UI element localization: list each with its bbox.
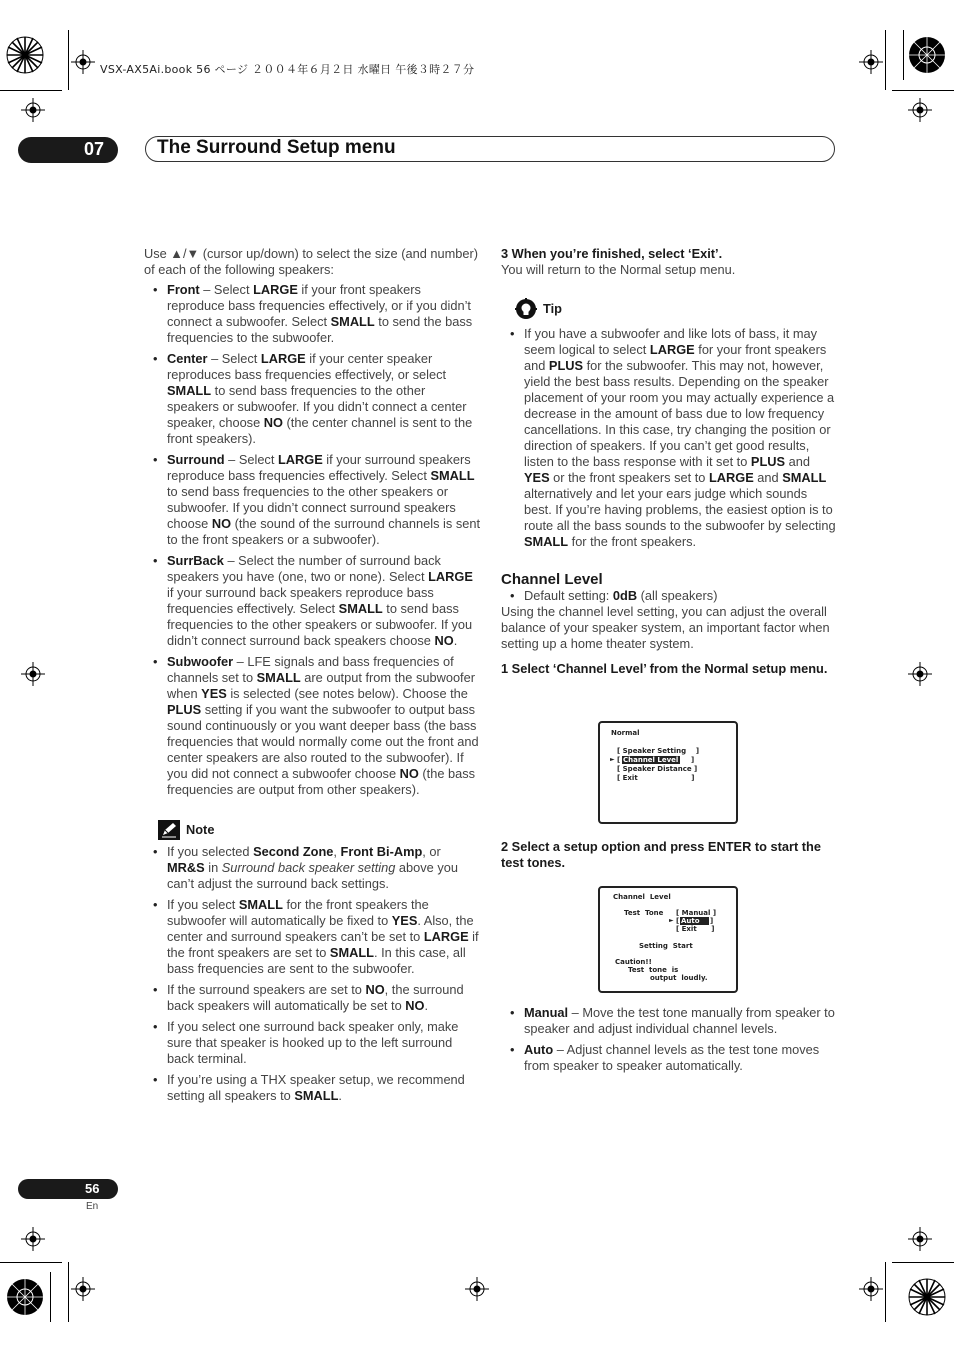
default-list (501, 588, 837, 604)
osd-label: Test Tone (624, 909, 664, 917)
list-item: • If you select SMALL for the front speakers the subwoofer will automatically be fixed to YES. Also, the center and surround speakers can’t be set to LARGE if the front speakers are set to SMALL. In this case, all bass frequencies are sent to the subwoofer. (144, 897, 480, 977)
osd-menu-item: [ Speaker Distance ] (617, 765, 698, 773)
cursor-arrow-icon: ► (669, 917, 674, 924)
step2-heading: 2 Select a setup option and press ENTER to start the test tones. (501, 839, 821, 870)
channel-level-heading: Channel Level (501, 571, 603, 588)
osd-option-selected: Auto (680, 917, 709, 925)
osd-caution-line: Test tone is (628, 966, 679, 974)
option-list (501, 1005, 837, 1074)
list-item: • Auto – Adjust channel levels as the test tone moves from speaker to speaker automatically. (501, 1042, 837, 1074)
osd-bracket: ] (710, 917, 714, 925)
registration-star-icon (907, 35, 947, 75)
list-item: • Center – Select LARGE if your center speaker reproduces bass frequencies effectively, or select SMALL to send bass frequencies to the other speakers or subwoofer. If you didn’t connect a center speaker, choose NO (the center channel is sent to the front speakers). (144, 351, 480, 447)
list-item: • Subwoofer – LFE signals and bass frequencies of channels set to SMALL are output from the subwoofer when YES is selected (see notes below). Choose the PLUS setting if you want the subwoofer to output bass sound continuously or you want deeper bass (the bass frequencies that would normally come out the front and center speakers are also routed to the subwoofer). If you did not connect a subwoofer choose NO (the bass frequencies are output from other speakers). (144, 654, 480, 798)
osd-caution-line: output loudly. (650, 974, 708, 982)
list-item: • Default setting: 0dB (all speakers) (501, 588, 837, 604)
osd-title: Channel Level (613, 893, 671, 901)
note-title: Note (186, 822, 215, 837)
page-number: 56 (85, 1181, 100, 1196)
list-item: • Front – Select LARGE if your front speakers reproduce bass frequencies effectively, or if you didn’t connect a subwoofer. Select SMALL to send the bass frequencies to the subwoofer. (144, 282, 480, 346)
chapter-number: 07 (84, 139, 105, 159)
registration-star-icon (5, 1277, 45, 1317)
osd-bracket: [ (676, 917, 680, 925)
registration-cross-icon (859, 50, 883, 74)
language-label: En (86, 1201, 99, 1212)
registration-cross-icon (71, 1277, 95, 1301)
tip-list (501, 326, 837, 550)
osd-menu-item-selected: Channel Level (623, 756, 679, 764)
options-section (501, 1005, 837, 1074)
list-item: • SurrBack – Select the number of surround back speakers you have (one, two or none). Select LARGE if your surround back speakers reproduce bass frequencies effectively. Select SMALL to send bass frequencies to the other speakers or subwoofer. If you didn’t connect surround back speakers choose NO. (144, 553, 480, 649)
right-column (501, 246, 837, 677)
list-item: • Surround – Select LARGE if your surround speakers reproduce bass frequencies effectively. Select SMALL to send bass frequencies to the other speakers or subwoofer. If you didn’t connect surround speakers choose NO (the sound of the surround channels is sent to the front speakers or a subwoofer). (144, 452, 480, 548)
list-item: • If you selected Second Zone, Front Bi-Amp, or MR&S in Surround back speaker setting above you can’t adjust the surround back settings. (144, 844, 480, 892)
osd-option: [ Exit ] (676, 925, 715, 933)
osd-menu-item: [ Speaker Setting ] (617, 747, 700, 755)
list-item: • If you select one surround back speaker only, make sure that speaker is hooked up to the left surround back terminal. (144, 1019, 480, 1067)
osd-normal-menu (598, 721, 738, 824)
registration-cross-icon (21, 1227, 45, 1251)
osd-bracket: [ (617, 756, 621, 764)
note-pencil-icon (158, 820, 180, 840)
list-item: • If the surround speakers are set to NO, the surround back speakers will automatically be set to NO. (144, 982, 480, 1014)
intro-text: Use ▲/▼ (cursor up/down) to select the size (and number) of each of the following speakers: (144, 246, 479, 277)
registration-cross-icon (465, 1277, 489, 1301)
step3-text: You will return to the Normal setup menu. (501, 262, 736, 277)
cursor-arrow-icon: ► (610, 756, 615, 763)
list-item: • If you’re using a THX speaker setup, we recommend setting all speakers to SMALL. (144, 1072, 480, 1104)
osd-setting-start: Setting Start (639, 942, 693, 950)
file-info: VSX-AX5Ai.book 56 ページ ２００４年６月２日 水曜日 午後３時２７分 (100, 63, 475, 76)
osd-bracket: ] (691, 756, 695, 764)
registration-cross-icon (859, 1277, 883, 1301)
speaker-list (144, 282, 480, 798)
osd-channel-level-menu (598, 886, 738, 993)
step1-heading: 1 Select ‘Channel Level’ from the Normal setup menu. (501, 661, 828, 676)
registration-cross-icon (908, 1227, 932, 1251)
registration-star-icon (5, 35, 45, 75)
note-list (144, 844, 480, 1104)
registration-cross-icon (21, 662, 45, 686)
registration-cross-icon (21, 98, 45, 122)
osd-menu-item: [ Exit ] (617, 774, 695, 782)
osd-caution: Caution!! (615, 958, 652, 966)
tip-heading (515, 298, 837, 320)
page-number-tab (18, 1179, 118, 1199)
registration-star-icon (907, 1277, 947, 1317)
note-heading (158, 820, 480, 840)
list-item: • Manual – Move the test tone manually from speaker to speaker and adjust individual channel levels. (501, 1005, 837, 1037)
left-column (144, 246, 480, 1104)
tip-title: Tip (543, 301, 562, 316)
osd-title: Normal (611, 729, 640, 737)
osd-option: [ Manual ] (676, 909, 717, 917)
registration-cross-icon (908, 98, 932, 122)
registration-cross-icon (908, 662, 932, 686)
registration-cross-icon (71, 50, 95, 74)
page-title: The Surround Setup menu (157, 137, 396, 158)
list-item: • If you have a subwoofer and like lots of bass, it may seem logical to select LARGE for your front speakers and PLUS for the subwoofer. This may not, however, yield the best bass results. Depending on the speaker placement of your room you may actually experience a decrease in the amount of bass due to low frequency cancellations. In this case, try changing the position or direction of speakers. If you can’t get good results, listen to the bass response with it set to PLUS and YES or the front speakers set to LARGE and SMALL alternatively and let your ears judge which sounds best. If you’re having problems, the easiest option is to route all the bass sounds to the subwoofer by selecting SMALL for the front speakers. (501, 326, 837, 550)
channel-level-text: Using the channel level setting, you can adjust the overall balance of your speaker system, an important factor when setting up a home theater system. (501, 604, 830, 651)
tip-lightbulb-icon (515, 298, 537, 320)
step3-heading: 3 When you’re finished, select ‘Exit’. (501, 246, 723, 261)
